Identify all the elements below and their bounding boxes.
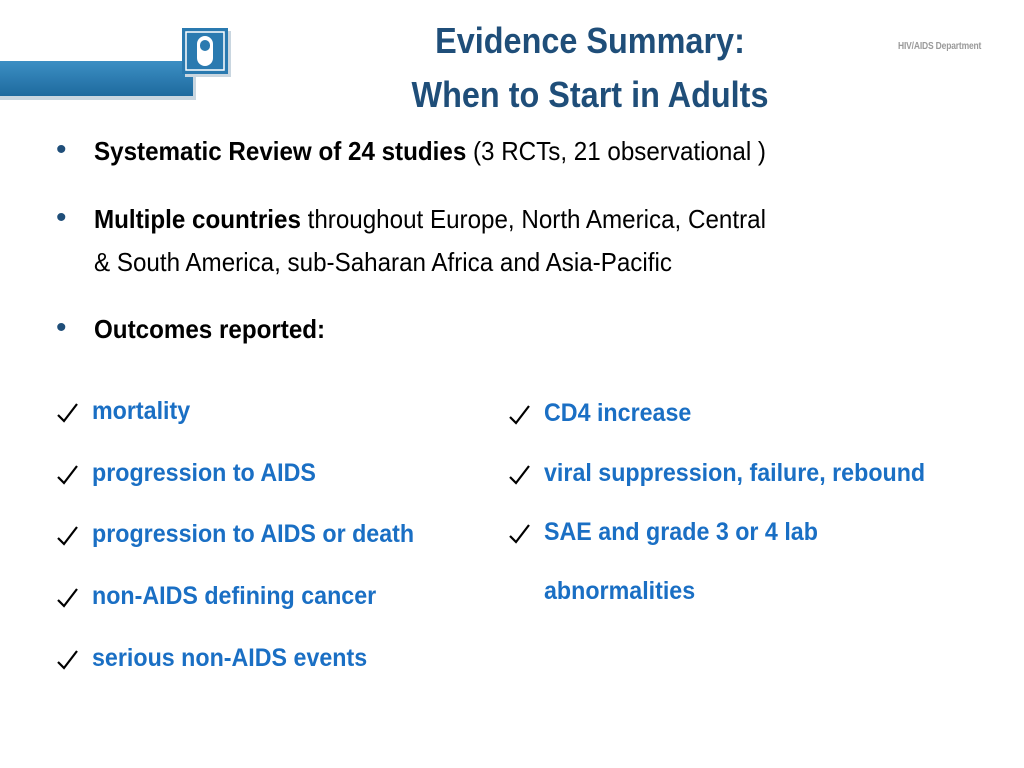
checkmark-icon — [56, 522, 80, 550]
outcome-label: mortality — [92, 397, 191, 425]
bullet-rest-line2: & South America, sub-Saharan Africa and Asia-Pacific — [94, 247, 672, 277]
logo-text: HIV TREATMENT — [53, 41, 168, 60]
checkmark-icon — [56, 461, 80, 489]
checkmark-icon — [508, 461, 532, 489]
outcome-label: progression to AIDS or death — [92, 520, 415, 548]
bullet-bold: Systematic Review of 24 studies — [94, 136, 467, 166]
hiv-treatment-logo — [0, 28, 232, 102]
outcome-label: viral suppression, failure, rebound — [544, 459, 926, 487]
pill-capsule-icon — [0, 28, 232, 102]
bullet-text — [94, 198, 912, 284]
outcome-label: SAE and grade 3 or 4 lab — [544, 518, 818, 546]
bullet-dot-icon: • — [56, 201, 67, 234]
bullet-bold: Multiple countries — [94, 204, 301, 234]
outcome-label: progression to AIDS — [92, 459, 316, 487]
page-title — [383, 14, 797, 122]
bullet-rest: throughout Europe, North America, Central — [300, 204, 766, 234]
outcome-label: CD4 increase — [544, 399, 692, 427]
bullet-rest: (3 RCTs, 21 observational ) — [466, 136, 766, 166]
bullet-bold: Outcomes reported: — [94, 314, 326, 344]
bullet-text — [94, 130, 912, 173]
title-line-2: When to Start in Adults — [411, 74, 769, 115]
title-line-1: Evidence Summary: — [435, 20, 745, 61]
outcome-label: serious non-AIDS events — [92, 644, 368, 672]
checkmark-icon — [508, 401, 532, 429]
outcome-label: non-AIDS defining cancer — [92, 582, 377, 610]
bullet-dot-icon: • — [56, 133, 67, 166]
checkmark-icon — [56, 646, 80, 674]
checkmark-icon — [56, 584, 80, 612]
bullet-dot-icon: • — [56, 311, 67, 344]
checkmark-icon — [508, 520, 532, 548]
department-label: HIV/AIDS Department — [898, 41, 982, 52]
checkmark-icon — [56, 399, 80, 427]
bullet-text — [94, 308, 912, 351]
outcome-label: abnormalities — [544, 577, 696, 605]
